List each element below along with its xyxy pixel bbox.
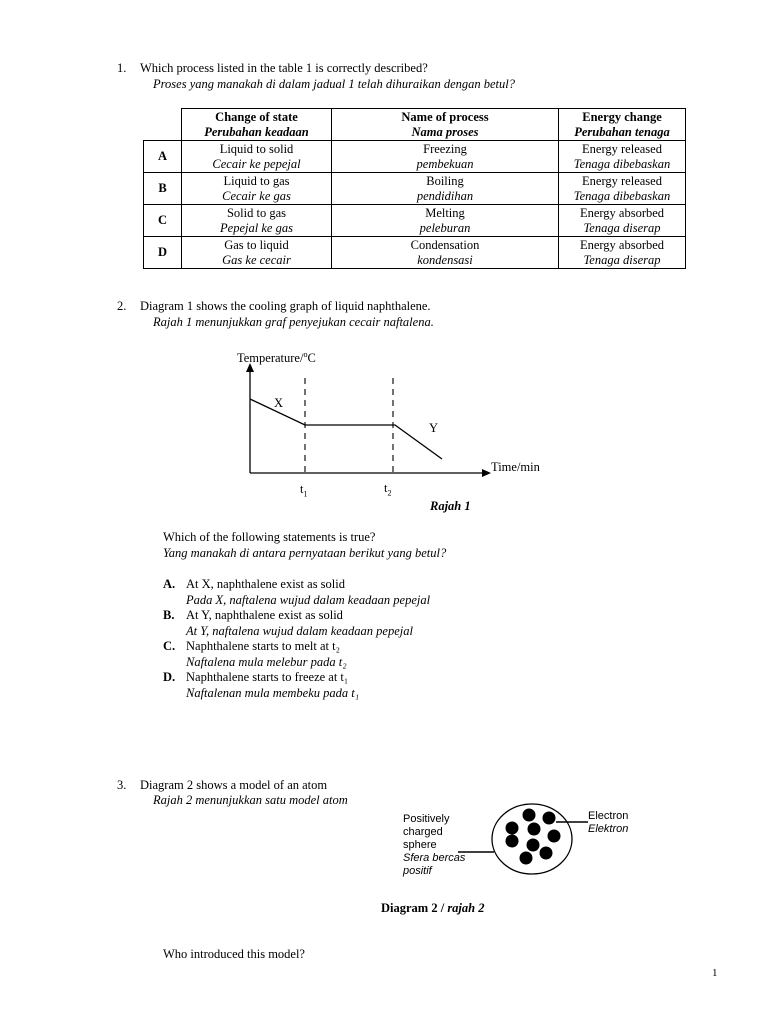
electron-label-ms: Elektron [588, 823, 629, 835]
row-change-en: Solid to gas [226, 205, 287, 220]
row-change-ms: Gas ke cecair [222, 252, 291, 267]
electron-dot [540, 847, 553, 860]
electron-dot [527, 839, 540, 852]
row-name-ms: pembekuan [416, 156, 474, 171]
option-a-letter: A. [163, 577, 176, 591]
sphere-label [403, 813, 465, 878]
q2-number: 2. [117, 299, 127, 313]
option-c-en: Naphthalene starts to melt at t₂ [186, 639, 340, 653]
electron-dot [506, 822, 519, 835]
t1-sub: 1 [303, 489, 308, 499]
sphere-label-line: Positively [403, 813, 450, 825]
q1-number: 1. [117, 61, 127, 75]
row-name-en: Boiling [426, 173, 464, 188]
row-name-en: Condensation [410, 237, 480, 252]
graph-xlabel: Time/min [491, 460, 540, 474]
row-change-ms: Cecair ke pepejal [212, 156, 301, 171]
electron-label [588, 810, 628, 836]
row-energy-en: Energy absorbed [579, 205, 665, 220]
q2-text-en: Diagram 1 shows the cooling graph of liquid naphthalene. [140, 299, 431, 313]
electron-dot [543, 812, 556, 825]
row-name-en: Freezing [423, 141, 467, 156]
row-change-en: Liquid to gas [223, 173, 290, 188]
row-change-ms: Cecair ke gas [222, 188, 291, 203]
electron-label-en: Electron [588, 810, 629, 822]
graph-label-x: X [274, 396, 284, 410]
electron-dot [523, 809, 536, 822]
diagram2-caption [381, 901, 484, 916]
sphere-label-ms-line: Sfera bercas [403, 852, 466, 864]
row-letter: A [144, 141, 182, 173]
row-energy-en: Energy released [582, 141, 662, 156]
option-d-en: Naphthalene starts to freeze at t₁ [186, 670, 349, 684]
sphere-label-line: sphere [403, 839, 437, 851]
q3-text-ms: Rajah 2 menunjukkan satu model atom [153, 793, 348, 807]
electron-dot [506, 835, 519, 848]
q3-question: Who introduced this model? [163, 947, 305, 961]
row-energy-ms: Tenaga dibebaskan [573, 188, 671, 203]
row-name-ms: peleburan [419, 220, 471, 235]
electron-dot [520, 852, 533, 865]
row-name-en: Melting [425, 205, 465, 220]
header-change-en: Change of state [215, 109, 298, 124]
diagram2-caption-en: Diagram 2 / [381, 901, 448, 915]
row-energy-en: Energy absorbed [579, 237, 665, 252]
header-energy-en: Energy change [582, 109, 662, 124]
electron-dot [548, 830, 561, 843]
row-energy-ms: Tenaga diserap [583, 252, 661, 267]
row-letter: C [144, 205, 182, 237]
electron-dot [528, 823, 541, 836]
option-b-ms: At Y, naftalena wujud dalam keadaan pepejal [186, 624, 413, 638]
option-a-ms: Pada X, naftalena wujud dalam keadaan pepejal [186, 593, 431, 607]
q2-stem-en: Which of the following statements is true? [163, 530, 376, 544]
row-energy-ms: Tenaga diserap [583, 220, 661, 235]
graph-ylabel-text: Temperature/ [237, 351, 304, 366]
row-change-ms: Pepejal ke gas [220, 220, 293, 235]
header-name-ms: Nama proses [411, 124, 479, 139]
header-change-ms: Perubahan keadaan [204, 124, 309, 139]
sphere-label-line: charged [403, 826, 443, 838]
row-change-en: Gas to liquid [224, 237, 289, 252]
option-a-en: At X, naphthalene exist as solid [186, 577, 345, 591]
row-letter: B [144, 173, 182, 205]
q1-text-ms: Proses yang manakah di dalam jadual 1 telah dihuraikan dengan betul? [153, 77, 515, 91]
option-d-letter: D. [163, 670, 176, 684]
option-b-letter: B. [163, 608, 175, 622]
graph-ylabel-unit: C [307, 351, 316, 366]
option-c-ms: Naftalena mula melebur pada t₂ [186, 655, 347, 669]
row-energy-en: Energy released [582, 173, 662, 188]
option-c-letter: C. [163, 639, 176, 653]
option-b-en: At Y, naphthalene exist as solid [186, 608, 343, 622]
t2-base: t [384, 481, 388, 495]
header-energy-ms: Perubahan tenaga [574, 124, 670, 139]
graph-ylabel-degree: o [303, 350, 308, 359]
diagram2-caption-ms: rajah 2 [447, 901, 485, 915]
q2-text-ms: Rajah 1 menunjukkan graf penyejukan cecair naftalena. [153, 315, 434, 329]
sphere-label-ms-line: positif [403, 865, 432, 877]
t2-sub: 2 [387, 488, 392, 498]
t1-base: t [300, 482, 304, 496]
page-number: 1 [712, 967, 718, 979]
graph-caption: Rajah 1 [430, 499, 471, 513]
option-d-ms: Naftalenan mula membeku pada t₁ [186, 686, 360, 700]
q3-text-en: Diagram 2 shows a model of an atom [140, 778, 328, 792]
graph-label-y: Y [429, 421, 439, 435]
header-name-en: Name of process [401, 109, 489, 124]
q1-text-en: Which process listed in the table 1 is correctly described? [140, 61, 428, 75]
q2-stem-ms: Yang manakah di antara pernyataan berikut yang betul? [163, 546, 447, 560]
row-name-ms: pendidihan [416, 188, 474, 203]
row-change-en: Liquid to solid [219, 141, 294, 156]
row-letter: D [144, 237, 182, 269]
row-name-ms: kondensasi [417, 252, 473, 267]
q3-number: 3. [117, 778, 127, 792]
row-energy-ms: Tenaga dibebaskan [573, 156, 671, 171]
